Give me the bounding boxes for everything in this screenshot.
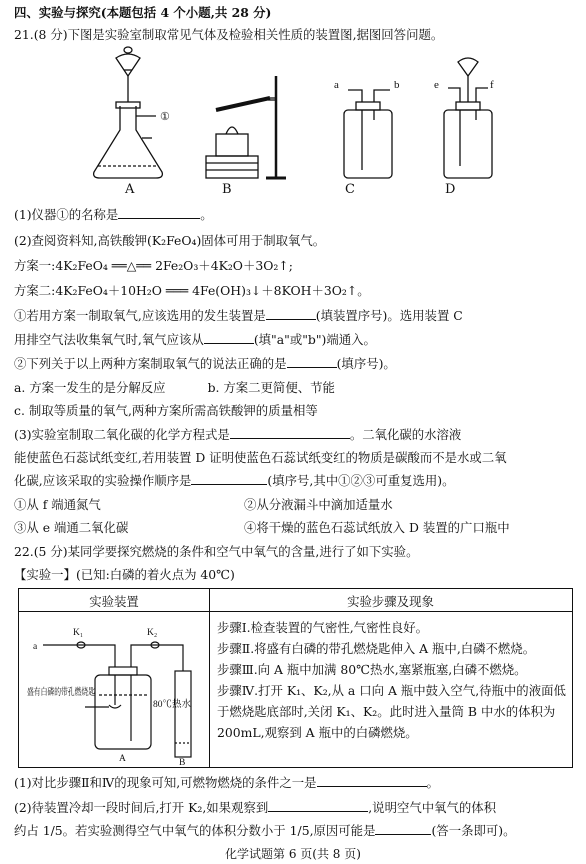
- spoon-label: 盛有白磷的带孔燃烧匙: [27, 688, 123, 698]
- q21-part1: (1)仪器①的名称是 。: [14, 207, 213, 222]
- q21-sub1-line1: ①若用方案一制取氧气,应该选用的发生装置是 (填装置序号)。选用装置 C: [14, 308, 463, 323]
- answer-blank[interactable]: [317, 774, 427, 787]
- figure-label-d: D: [445, 182, 456, 197]
- port-b-label: b: [394, 79, 400, 91]
- step-1: 步骤Ⅰ.检查装置的气密性,气密性良好。: [217, 620, 429, 635]
- q22-exp1: 【实验一】(已知:白磷的着火点为 40℃): [14, 567, 235, 582]
- section-title: 四、实验与探究(本题包括 4 个小题,共 28 分): [14, 5, 272, 20]
- apparatus-d: [444, 58, 492, 178]
- q21-stem: 21.(8 分)下图是实验室制取常见气体及检验相关性质的装置图,据图回答问题。: [14, 27, 444, 42]
- q21-part3-line2: 能使蓝色石蕊试纸变红,若用装置 D 证明使蓝色石蕊试纸变红的物质是碳酸而不是水或二氧: [14, 450, 507, 465]
- step-2: 步骤Ⅱ.将盛有白磷的带孔燃烧匙伸入 A 瓶中,白磷不燃烧。: [217, 641, 536, 656]
- answer-blank[interactable]: [268, 799, 368, 812]
- q21-part2: (2)查阅资料知,高铁酸钾(K₂FeO₄)固体可用于制取氧气。: [14, 233, 326, 248]
- port-a-label: a: [334, 79, 339, 91]
- port-a-label: a: [33, 642, 38, 652]
- step-3: 步骤Ⅲ.向 A 瓶中加满 80℃热水,塞紧瓶塞,白磷不燃烧。: [217, 662, 527, 677]
- q21-sub1-line2: 用排空气法收集氧气时,氧气应该从 (填"a"或"b")端通入。: [14, 332, 376, 347]
- answer-blank[interactable]: [118, 206, 200, 219]
- water-label: 80℃热水: [153, 700, 192, 710]
- q22-stem: 22.(5 分)某同学要探究燃烧的条件和空气中氧气的含量,进行了如下实验。: [14, 544, 419, 559]
- q22-part2-line2: 约占 1/5。若实验测得空气中氧气的体积分数小于 1/5,原因可能是 (答一条即可)。: [14, 823, 516, 838]
- apparatus-c: [344, 90, 392, 178]
- scheme-2: 方案二:4K₂FeO₄＋10H₂O ═══ 4Fe(OH)₃↓＋8KOH＋3O₂↑。: [14, 283, 370, 298]
- k1-label: K₁: [73, 628, 84, 638]
- answer-blank[interactable]: [287, 355, 337, 368]
- port-f-label: f: [490, 79, 494, 91]
- marker-1: ①: [160, 111, 170, 123]
- q22-part2-line1: (2)待装置冷却一段时间后,打开 K₂,如果观察到 ,说明空气中氧气的体积: [14, 800, 497, 815]
- q21-options-ab: a. 方案一发生的是分解反应 b. 方案二更简便、节能: [14, 380, 335, 395]
- q21-steps-12: ①从 f 端通氮气 ②从分液漏斗中滴加适量水: [14, 497, 393, 512]
- answer-blank[interactable]: [191, 472, 267, 485]
- q21-steps-34: ③从 e 端通二氧化碳 ④将干燥的蓝色石蕊试纸放入 D 装置的广口瓶中: [14, 520, 510, 535]
- k2-label: K₂: [147, 628, 158, 638]
- q21-sub2: ②下列关于以上两种方案制取氧气的说法正确的是 (填序号)。: [14, 356, 396, 371]
- cylinder-b-label: B: [179, 758, 186, 765]
- port-e-label: e: [434, 79, 439, 91]
- table-header-steps: 实验步骤及现象: [347, 594, 434, 609]
- answer-blank[interactable]: [375, 822, 431, 835]
- combustion-apparatus: [25, 615, 205, 765]
- apparatus-b: [206, 76, 286, 178]
- figure-label-a: A: [125, 182, 135, 197]
- step-4: 步骤Ⅳ.打开 K₁、K₂,从 a 口向 A 瓶中鼓入空气,待瓶中的液面低于燃烧匙底部时,关闭 K₁、K₂。此时进入量筒 B 中水的体积为 200mL,观察到 A 瓶中的白磷燃烧。: [217, 683, 566, 740]
- figure-label-c: C: [345, 182, 355, 197]
- table-header-apparatus: 实验装置: [89, 594, 139, 609]
- q22-part1: (1)对比步骤Ⅱ和Ⅳ的现象可知,可燃物燃烧的条件之一是 。: [14, 775, 439, 790]
- experiment-steps: [217, 617, 569, 743]
- answer-blank[interactable]: [266, 307, 316, 320]
- experiment-table: [18, 588, 573, 768]
- apparatus-figure: [80, 46, 550, 206]
- answer-blank[interactable]: [204, 331, 254, 344]
- q21-option-c: c. 制取等质量的氧气,两种方案所需高铁酸钾的质量相等: [14, 403, 318, 418]
- page-footer: 化学试题第 6 页(共 8 页): [225, 847, 361, 861]
- answer-blank[interactable]: [230, 426, 350, 439]
- apparatus-a: [94, 47, 163, 178]
- q21-part3-line1: (3)实验室制取二氧化碳的化学方程式是 。二氧化碳的水溶液: [14, 427, 462, 442]
- scheme-1: 方案一:4K₂FeO₄ ══△══ 2Fe₂O₃＋4K₂O＋3O₂↑;: [14, 258, 293, 273]
- q21-part3-line3: 化碳,应该采取的实验操作顺序是 (填序号,其中①②③可重复选用)。: [14, 473, 455, 488]
- figure-label-b: B: [222, 182, 232, 197]
- bottle-a-label: A: [119, 754, 126, 764]
